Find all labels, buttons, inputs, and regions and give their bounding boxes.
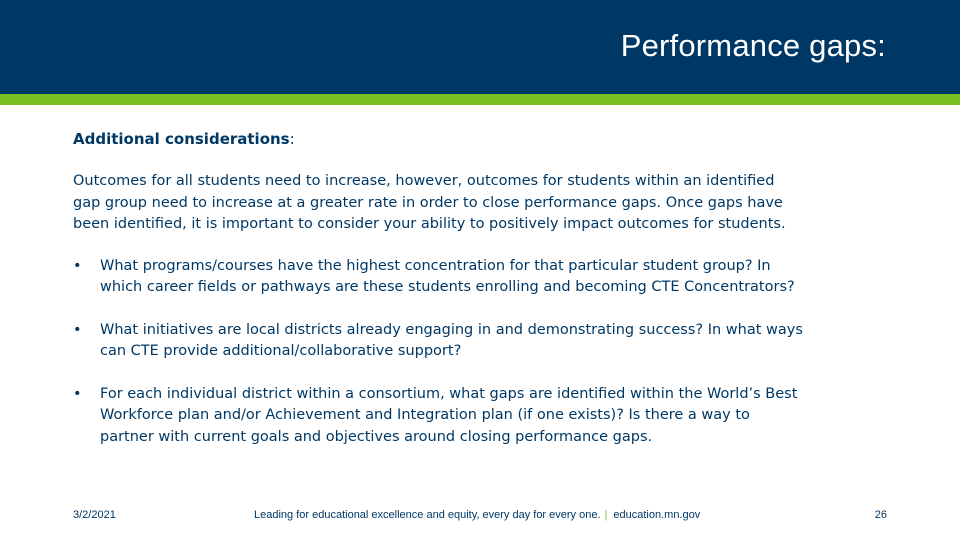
intro-line: been identified, it is important to consider your ability to positively impact outcomes for students. <box>73 216 786 232</box>
bullet-line: partner with current goals and objectives around closing performance gaps. <box>100 428 653 445</box>
bullet-line: can CTE provide additional/collaborative support? <box>100 343 462 359</box>
bullet-line: which career fields or pathways are these students enrolling and becoming CTE Concentrators? <box>100 279 795 295</box>
slide-title: Performance gaps: <box>620 28 886 63</box>
bullet-item <box>73 256 893 299</box>
bullet-line: What programs/courses have the highest concentration for that particular student group? In <box>100 257 771 274</box>
bullet-line: Workforce plan and/or Achievement and Integration plan (if one exists)? Is there a way to <box>100 407 750 423</box>
bullet-marker: • <box>73 385 82 402</box>
footer-date: 3/2/2021 <box>73 509 116 521</box>
intro-paragraph <box>73 171 893 236</box>
footer-separator: | <box>604 509 608 521</box>
slide-footer <box>0 509 960 525</box>
subheading-suffix: : <box>289 130 295 148</box>
page-number: 26 <box>874 509 887 521</box>
bullet-list <box>73 256 893 449</box>
accent-bar <box>0 94 960 105</box>
footer-site-link[interactable]: education.mn.gov <box>613 509 701 521</box>
bullet-line: For each individual district within a consortium, what gaps are identified within the World’s Best <box>100 385 798 402</box>
bullet-line: What initiatives are local districts already engaging in and demonstrating success? In what ways <box>100 321 803 338</box>
bullet-item <box>73 320 893 363</box>
slide-header <box>0 0 960 94</box>
subheading <box>73 128 893 150</box>
bullet-item <box>73 384 893 449</box>
intro-line: gap group need to increase at a greater rate in order to close performance gaps. Once gaps have <box>73 194 783 211</box>
footer-tagline <box>254 509 700 521</box>
footer-tagline-text: Leading for educational excellence and equity, every day for every one. <box>254 509 601 521</box>
bullet-marker: • <box>73 257 82 274</box>
intro-line: Outcomes for all students need to increase, however, outcomes for students within an identified <box>73 173 775 189</box>
subheading-bold: Additional considerations <box>73 130 290 148</box>
bullet-marker: • <box>73 321 82 338</box>
slide-content <box>73 128 893 469</box>
